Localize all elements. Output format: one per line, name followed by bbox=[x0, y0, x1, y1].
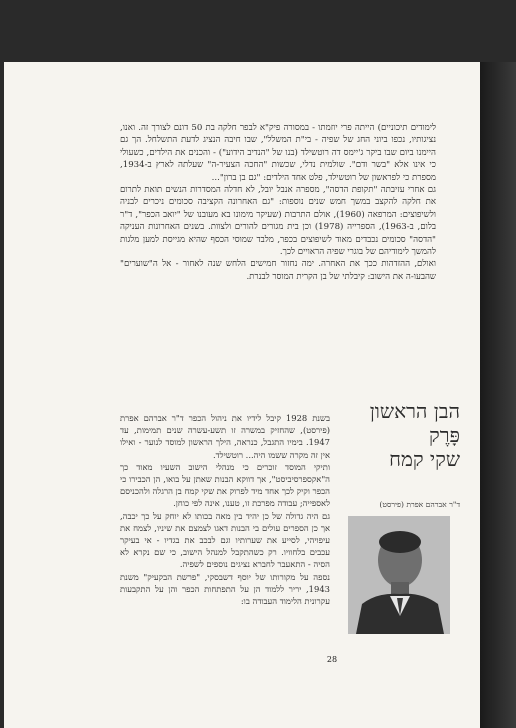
chapter-title-line-2: פָּרֶק bbox=[428, 423, 460, 447]
page-number: 28 bbox=[326, 655, 338, 664]
paragraph: גם אחרי עזיבתה "תקופת הדסה", מספרה אנבל יובל, לא חדלה המסדרות הנשים תואת לתרום את חלקה להקצב במשך חמש שנים נוספות: "גם האחרונה הקציבה סכומים ניכרים לבניה ולשיפוצים: המרפאה (1960), אולם התרבות (שעיקר מימונו בא מעובנו של "יואב הכפר", ד"ר בלום, ב-1963), הספרייה (1978) וכן בית מגורים להורים ולצוות. בשנים האחרונות העניקה "הדסה" סכומים נכבדים מאוד לשיפוצים בכפר, מלבד שמוסי הכסף שהיא מגייסת למען מלגות להמשך לימודיהם של בוגרי שפיה הראויים לכך. bbox=[120, 185, 436, 258]
paragraph: ותיקי המוסד זוכרים כי מנהלי הישוב השעיו מאוד כך ה"אקספרסיביסט", אך דווקא הבנות שאתן על בואו, הן הכבירו כי הכפר וקיק לכך אחד מיד לפרוק את שקי קמח בן הרגלה ולהכניסם לאספייה; עבודה מפרכת זו, טענו, אינה לפי כוחן. bbox=[120, 461, 330, 509]
portrait-man-photo-icon bbox=[348, 516, 450, 634]
author-credit: ד"ר אברהם אפרת (פירסט) bbox=[379, 500, 460, 509]
paragraph: גם היה גדולה של כן יהיד בין מאה בכותו לא יוחק על כך יכבה, אך כן הספרים עולים בי הבנות דאגו לצמצם את שיניו, לצמח את עיפויהי, לסייע את שערותיו וגם לבכב את בגדיו - אי בעיקר עכבים בלחוויו. רק כשהתקבל למנהל הישוב, כי שם נקרא לא הסיה - התאעבר לחברא נציגים נוספים לשפיה. bbox=[120, 510, 330, 570]
chapter-title-line-3: שקי קמח bbox=[389, 447, 460, 471]
paragraph: נספה על מקורותו של יוסף דשבסקי, "פרשת הבקעיק" משנת 1943, יריר ללמוד הן על התפתחות הכפר והן על התקבעות עקרונית הלימוד העבודה בו: bbox=[120, 571, 330, 607]
paragraph: לימודים תיכוניים) הייתה פרי יוזמתו - במסורה פיק"א לבפר חלקה בת 50 דונם לצורך זה. ואנו, נציגותיו, נכפו ביוני החג של שפיה - בי"ת המשלל", שבו חיבה הנציג לדעת התשלחל. הך גם היימנו ביום שבו ביקר ג'יימס דה רוטשילד (בנו של "הנדיב הידוע") - והכנים את הילדים, כשעולי כי אינו אלא "בשר ודם". שולמית נדלי, שכשות "החכה הצעיר-ה" שעלתה לארץ ב-1934, מספרת כי לפראשון של רוטשילד, פלט אחד הילדים: "גם בן ברון"... bbox=[120, 123, 437, 183]
page-edge-shadow bbox=[480, 62, 516, 728]
paragraph: ואולם, ההזדהות ככך את האחרה. ימה נחזור חמישים הלחש שנה לאחור - אל ה"שוערים" שהבעו-ה את הישוב: קיבלתי של בן הקרית המוסר לבנרת. bbox=[120, 259, 436, 282]
lower-text-block bbox=[120, 412, 330, 607]
paragraph: בשנת 1928 קיבל לידיו את ניהול הכפר ד"ר אברהם אפרת (פירסט), שהחזיק במשרה זו תשע-עשרה שנים תמימות, עד 1947. בימיו התגבל, כנראה, הילך הראשון למוסד לנוער - ואילו אין זה מקרה ששמו היה... רוטשילד. bbox=[120, 413, 330, 460]
portrait-photo bbox=[348, 516, 450, 634]
upper-text-block bbox=[120, 122, 436, 283]
chapter-title-line-1: הבן הראשון bbox=[369, 399, 460, 423]
